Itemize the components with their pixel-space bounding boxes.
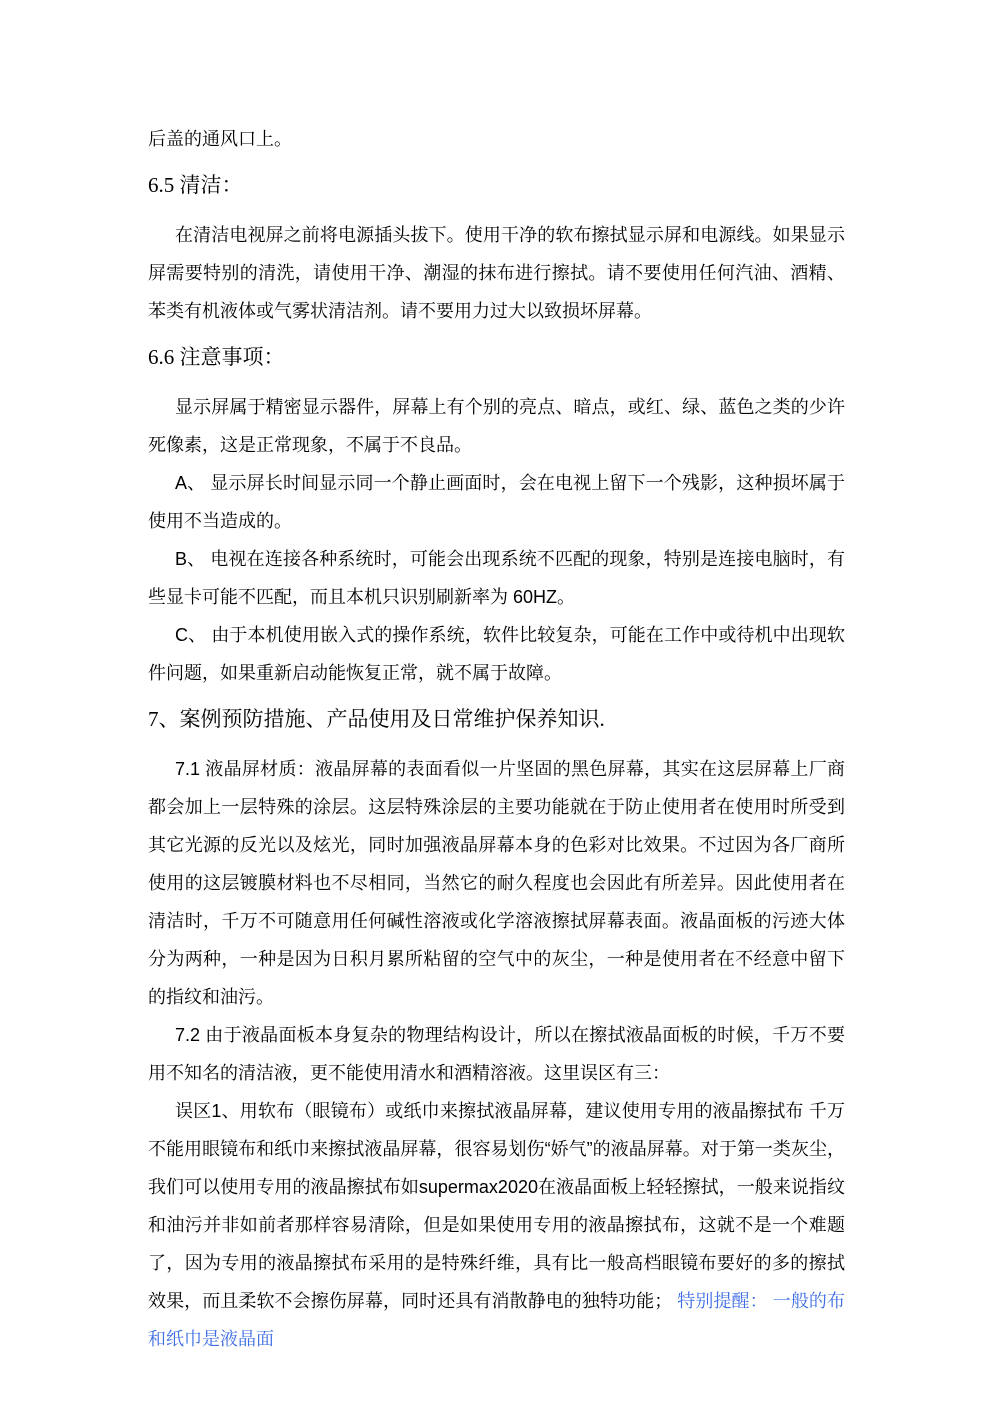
section-7-2-paragraph: 7.2 由于液晶面板本身复杂的物理结构设计，所以在擦拭液晶面板的时候，千万不要用不知名的清洁液，更不能使用清水和酒精溶液。这里误区有三： (148, 1025, 845, 1083)
section-6-6-item-c: C、 由于本机使用嵌入式的操作系统，软件比较复杂，可能在工作中或待机中出现软件问题，如果重新启动能恢复正常，就不属于故障。 (148, 625, 845, 683)
continuation-paragraph: 后盖的通风口上。 (148, 129, 292, 149)
misconception-1-paragraph (148, 1092, 845, 1358)
section-6-5-body-paragraph: 在清洁电视屏之前将电源插头拔下。使用干净的软布擦拭显示屏和电源线。如果显示屏需要特别的清洗，请使用干净、潮湿的抹布进行擦拭。请不要使用任何汽油、酒精、苯类有机液体或气雾状清洁剂。请不要用力过大以致损坏屏幕。 (148, 225, 845, 321)
special-note-text: 特别提醒： 一般的布和纸巾是液晶面 (148, 1291, 845, 1349)
section-6-6-intro-paragraph: 显示屏属于精密显示器件，屏幕上有个别的亮点、暗点，或红、绿、蓝色之类的少许死像素，这是正常现象，不属于不良品。 (148, 397, 845, 455)
section-heading-7: 7、案例预防措施、产品使用及日常维护保养知识. (148, 707, 605, 731)
section-heading-6-6: 6.6 注意事项： (148, 345, 285, 369)
section-7-1-paragraph: 7.1 液晶屏材质：液晶屏幕的表面看似一片坚固的黑色屏幕，其实在这层屏幕上厂商都会加上一层特殊的涂层。这层特殊涂层的主要功能就在于防止使用者在使用时所受到其它光源的反光以及炫光，同时加强液晶屏幕本身的色彩对比效果。不过因为各厂商所使用的这层镀膜材料也不尽相同，当然它的耐久程度也会因此有所差异。因此使用者在清洁时，千万不可随意用任何碱性溶液或化学溶液擦拭屏幕表面。液晶面板的污迹大体分为两种，一种是因为日积月累所粘留的空气中的灰尘，一种是使用者在不经意中留下的指纹和油污。 (148, 759, 845, 1007)
misconception-1-text: 误区1、用软布（眼镜布）或纸巾来擦拭液晶屏幕，建议使用专用的液晶擦拭布 千万不能用眼镜布和纸巾来擦拭液晶屏幕，很容易划伤“娇气”的液晶屏幕。对于第一类灰尘，我们可以使用专用的液晶擦拭布如supermax2020在液晶面板上轻轻擦拭，一般来说指纹和油污并非如前者那样容易清除，但是如果使用专用的液晶擦拭布，这就不是一个难题了，因为专用的液晶擦拭布采用的是特殊纤维，具有比一般高档眼镜布要好的多的擦拭效果，而且柔软不会擦伤屏幕，同时还具有消散静电的独特功能； (148, 1101, 845, 1311)
section-6-6-item-a: A、 显示屏长时间显示同一个静止画面时，会在电视上留下一个残影，这种损坏属于使用不当造成的。 (148, 473, 845, 531)
section-heading-6-5: 6.5 清洁： (148, 173, 243, 197)
section-6-6-item-b: B、 电视在连接各种系统时，可能会出现系统不匹配的现象，特别是连接电脑时，有些显卡可能不匹配，而且本机只识别刷新率为 60HZ。 (148, 549, 845, 607)
